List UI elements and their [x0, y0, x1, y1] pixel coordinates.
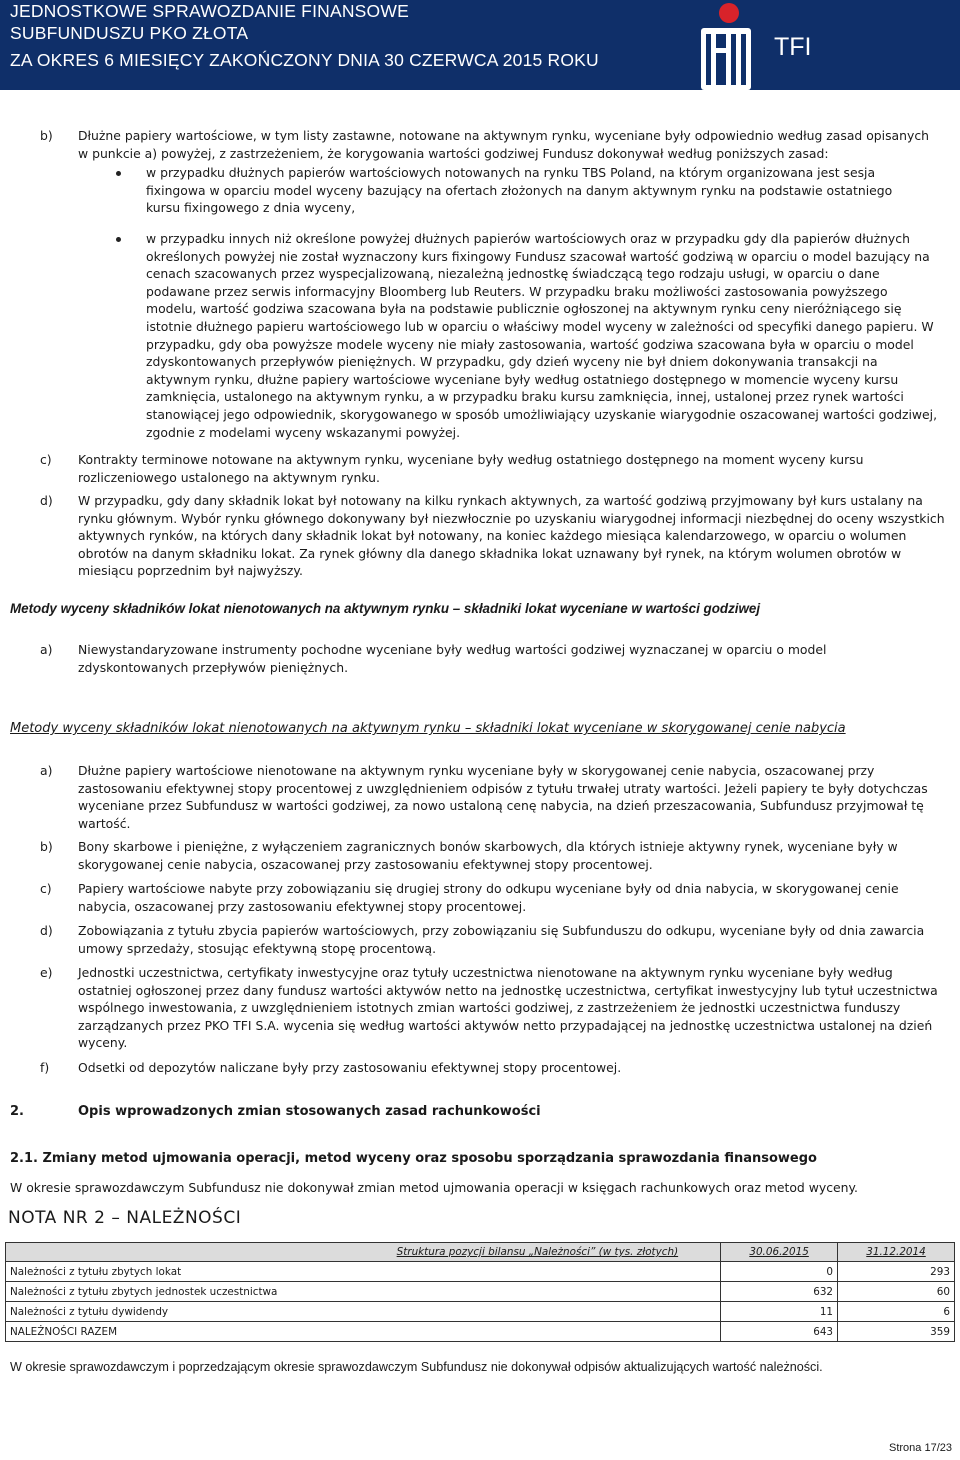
value-2015: 0	[721, 1262, 838, 1282]
pko-bp-logo-icon	[696, 0, 756, 90]
section-number: 2.	[10, 1104, 24, 1119]
subsection-title: 2.1. Zmiany metod ujmowania operacji, metod wyceny oraz sposobu sporządzania sprawozdania finansowego	[10, 1151, 817, 1166]
list-label: d)	[40, 493, 53, 508]
list-label: d)	[40, 923, 53, 938]
paragraph-derivatives: Niewystandaryzowane instrumenty pochodne wyceniane były według wartości godziwej wyznaczanej w oparciu o model zdyskontowanych przepływów pieniężnych.	[78, 642, 827, 675]
row-label: NALEŻNOŚCI RAZEM	[6, 1322, 721, 1342]
table-row-total	[6, 1322, 955, 1342]
brand-tfi: TFI	[774, 33, 812, 61]
amortized-item: Zobowiązania z tytułu zbycia papierów wartościowych, przy zobowiązaniu się Subfunduszu do odkupu, wyceniane były od dnia zawarcia umowy sprzedaży, stosując efektywną stopę procentową.	[78, 923, 925, 956]
nota-title: NOTA NR 2 – NALEŻNOŚCI	[8, 1208, 242, 1228]
header-2014: 31.12.2014	[838, 1243, 955, 1262]
bullet-dot	[116, 171, 121, 176]
amortized-item: Jednostki uczestnictwa, certyfikaty inwestycyjne oraz tytuły uczestnictwa nienotowane na aktywnym rynku wyceniane były według ostatniej ogłoszonej przez dany fundusz wartości aktywów netto na jednostkę uczestnictwa, certyfikat inwestycyjny lub tytuł uczestnictwa wspólnego inwestowania, z uwzględnieniem istotnych zmian wartości godziwej, z zastrzeżeniem że jednostki uczestnictwa funduszy zarządzanych przez PKO TFI S.A. wycenia się według wartości aktywów netto przypadającej na jednostkę uczestnictwa ustalonej na dzień wyceny.	[78, 965, 938, 1051]
header-structure: Struktura pozycji bilansu „Należności” (w tys. złotych)	[6, 1243, 721, 1262]
row-label: Należności z tytułu zbytych jednostek uczestnictwa	[6, 1282, 721, 1302]
row-label: Należności z tytułu dywidendy	[6, 1302, 721, 1322]
list-label: b)	[40, 128, 53, 143]
amortized-item: Dłużne papiery wartościowe nienotowane na aktywnym rynku wyceniane były w skorygowanej cenie nabycia, oszacowanej przy zastosowaniu efektywnej stopy procentowej z uwzględnieniem odpisów z tytułu trwałej utraty wartości. Jeżeli papiery te były dotychczas wyceniane przez Subfundusz w wartości godziwej, za nowo ustaloną cenę nabycia, na dzień przeszacowania, Subfundusz przyjmował tę wartość.	[78, 763, 928, 831]
fund-name: SUBFUNDUSZU PKO ZŁOTA	[10, 23, 249, 43]
amortized-item: Odsetki od depozytów naliczane były przy zastosowaniu efektywnej stopy procentowej.	[78, 1060, 622, 1075]
table-row	[6, 1262, 955, 1282]
paragraph-c: Kontrakty terminowe notowane na aktywnym rynku, wyceniane były według ostatniego dostępnego na moment wyceny kursu rozliczeniowego ustalonego na aktywnym rynku.	[78, 452, 864, 485]
value-2014: 6	[838, 1302, 955, 1322]
nota-note: W okresie sprawozdawczym i poprzedzającym okresie sprawozdawczym Subfundusz nie dokonywał odpisów aktualizujących wartość należności.	[10, 1360, 823, 1374]
receivables-table	[5, 1242, 955, 1342]
list-label: a)	[40, 763, 53, 778]
value-2014: 60	[838, 1282, 955, 1302]
value-2015: 643	[721, 1322, 838, 1342]
amortized-item: Bony skarbowe i pieniężne, z wyłączeniem zagranicznych bonów skarbowych, dla których istnieje aktywny rynek, wyceniane były w skorygowanej cenie nabycia, oszacowanej przy zastosowaniu efektywnej stopy procentowej.	[78, 839, 898, 872]
amortized-item: Papiery wartościowe nabyte przy zobowiązaniu się drugiej strony do odkupu wyceniane były od dnia nabycia, w skorygowanej cenie nabycia, oszacowanej przy zastosowaniu efektywnej stopy procentowej.	[78, 881, 899, 914]
bullet-item: w przypadku innych niż określone powyżej dłużnych papierów wartościowych oraz w przypadku gdy dla papierów dłużnych określonych powyżej nie został wyznaczony kurs fixingowy Fundusz szacował wartość godziwą w oparciu o model bazujący na cenach szacowanych przez wyspecjalizowaną, niezależną jednostkę świadczącą tego rodzaju usługi, w oparciu o dane podawane przez serwis informacyjny Bloomberg lub Reuters. W przypadku braku możliwości zastosowania powyższego modelu, wartość godziwa szacowana była na podstawie publicznie ogłoszonej na aktywnym rynku ceny nieróżniącego się istotnie dłużnego papieru wartościowego lub w oparciu o właściwy model wyceny w zależności od specyfiki danego papieru. W przypadku, gdy oba powyższe modele wyceny nie miały zastosowania, wartość godziwa szacowana była w oparciu o model zdyskontowanych przepływów pieniężnych. W przypadku, gdy dzień wyceny nie był dniem dokonywania transakcji na aktywnym rynku, dłużne papiery wartościowe wyceniane były według ostatniego dostępnego w momencie wyceny kursu zamknięcia, ustalonego na aktywnym rynku, a w przypadku braku kursu zamknięcia, innej, ustalonej przez rynek wartości stanowiącej jego odpowiednik, skorygowanego w sposób umożliwiający uzyskanie wiarygodnie oszacowanej wartości godziwej, zgodnie z modelami wyceny wskazanymi powyżej.	[146, 231, 938, 440]
table-row	[6, 1282, 955, 1302]
section-title: Opis wprowadzonych zmian stosowanych zasad rachunkowości	[78, 1104, 541, 1119]
list-label: f)	[40, 1060, 50, 1075]
list-label: a)	[40, 642, 53, 657]
header-2015: 30.06.2015	[721, 1243, 838, 1262]
table-header-row	[6, 1243, 955, 1262]
list-label: e)	[40, 965, 53, 980]
paragraph-b: Dłużne papiery wartościowe, w tym listy zastawne, notowane na aktywnym rynku, wyceniane były odpowiednio według zasad opisanych w punkcie a) powyżej, z zastrzeżeniem, że korygowania wartości godziwej Fundusz dokonywał według poniższych zasad:	[78, 128, 930, 161]
subsection-text: W okresie sprawozdawczym Subfundusz nie dokonywał zmian metod ujmowania operacji w księgach rachunkowych oraz metod wyceny.	[10, 1180, 858, 1195]
row-label: Należności z tytułu zbytych lokat	[6, 1262, 721, 1282]
report-period: ZA OKRES 6 MIESIĘCY ZAKOŃCZONY DNIA 30 CZERWCA 2015 ROKU	[10, 50, 599, 70]
value-2015: 632	[721, 1282, 838, 1302]
page-number: Strona 17/23	[889, 1442, 952, 1454]
table-row	[6, 1302, 955, 1322]
list-label: c)	[40, 881, 52, 896]
bullet-dot	[116, 237, 121, 242]
list-label: b)	[40, 839, 53, 854]
heading-fair-value: Metody wyceny składników lokat nienotowanych na aktywnym rynku – składniki lokat wyceniane w wartości godziwej	[10, 601, 761, 616]
paragraph-d: W przypadku, gdy dany składnik lokat był notowany na kilku rynkach aktywnych, za wartość godziwą przyjmowany był kurs ustalany na rynku głównym. Wybór rynku głównego dokonywany był niezwłocznie po uzyskaniu wiarygodnej informacji niezbędnej do oceny wszystkich aktywnych rynków, na których dany składnik lokat był notowany, na koniec każdego miesiąca kalendarzowego, w oparciu o wolumen obrotów na danym składniku lokat. Za rynek główny dla danego składnika lokat uznawany był rynek, na którym wolumen obrotów w miesiącu poprzednim był najwyższy.	[78, 493, 945, 579]
bullet-item: w przypadku dłużnych papierów wartościowych notowanych na rynku TBS Poland, na którym organizowana jest sesja fixingowa w oparciu model wyceny bazujący na ofertach złożonych na danym aktywnym rynku na podstawie ostatniego kursu fixingowego z dnia wyceny,	[146, 165, 893, 216]
value-2014: 293	[838, 1262, 955, 1282]
value-2014: 359	[838, 1322, 955, 1342]
header-banner	[0, 0, 960, 90]
heading-amortized-cost: Metody wyceny składników lokat nienotowanych na aktywnym rynku – składniki lokat wyceniane w skorygowanej cenie nabycia	[10, 721, 846, 736]
list-label: c)	[40, 452, 52, 467]
report-title: JEDNOSTKOWE SPRAWOZDANIE FINANSOWE	[10, 1, 409, 21]
value-2015: 11	[721, 1302, 838, 1322]
